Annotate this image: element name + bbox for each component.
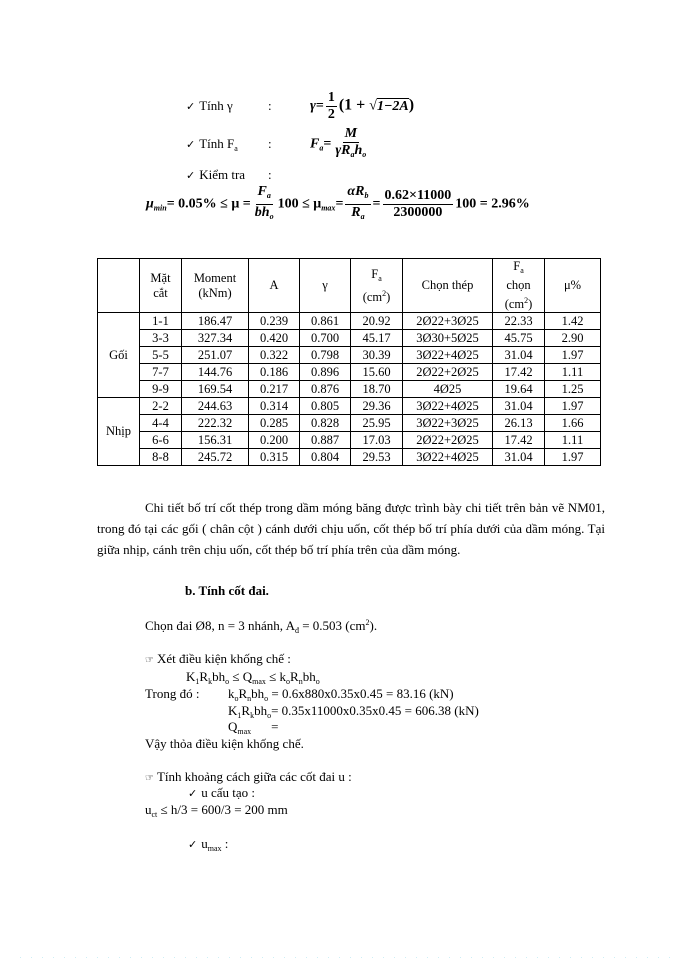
condition-line-1: $k_oR_nbh_o = 0.6x880x0.35x0.45 = 83.16$ (kN) bbox=[228, 686, 454, 703]
u-ct-label: ✓ u cấu tạo : bbox=[188, 785, 256, 800]
mu-formula: $\mu_{min}= 0.05\% \le \mu$ = $\frac{F_a}{bh_o}$ $100 \le \mu_{max}=$ $\frac{\alpha R_b}{R_a}$ = $\frac{0.62\times 11000}{2300000}$ 100 = 2.96% bbox=[146, 184, 530, 221]
check-kiemtra-row: ✓ Kiểm tra bbox=[186, 167, 246, 182]
check-gamma-colon: : bbox=[268, 98, 272, 113]
group-goi: Gối bbox=[98, 313, 140, 398]
where-label: Trong đó : bbox=[145, 686, 200, 701]
u-max-label: ✓ $u_{max}$ : bbox=[188, 836, 229, 853]
gamma-paren: (1 + bbox=[338, 96, 370, 114]
check-gamma-row bbox=[186, 98, 233, 114]
checkmark-icon: ✓ bbox=[186, 100, 196, 113]
table-row: 8-8 245.72 0.315 0.804 29.53 3Ø22+4Ø25 31.04 1.97 bbox=[98, 449, 601, 466]
table-row: Nhịp 2-2 244.63 0.314 0.805 29.36 3Ø22+4Ø25 31.04 1.97 bbox=[98, 398, 601, 415]
table-row: 7-7 144.76 0.186 0.896 15.60 2Ø22+2Ø25 17.42 1.11 bbox=[98, 364, 601, 381]
table-row: 4-4 222.32 0.285 0.828 25.95 3Ø22+3Ø25 26.13 1.66 bbox=[98, 415, 601, 432]
table-row: 9-9 169.54 0.217 0.876 18.70 4Ø25 19.64 1.25 bbox=[98, 381, 601, 398]
condition-title: ☞ Xét điều kiện khống chế : bbox=[145, 651, 291, 666]
detail-paragraph: Chi tiết bố trí cốt thép trong dầm móng băng được trình bày chi tiết trên bản vẽ NM01, trong đó tại các gối ( chân cột ) cánh dưới chịu uốn, cốt thép bố trí phía dưới của dầm móng. Tại giữa nhịp, cánh trên chịu uốn, cốt thép bố trí phía trên của dầm móng. bbox=[97, 500, 605, 557]
header-fa-chosen: $F_a$ chọn $(cm^2)$ bbox=[493, 259, 545, 313]
pointing-hand-icon: ☞ bbox=[145, 655, 154, 666]
stirrup-choice: Chọn đai Ø8, n = 3 nhánh, $A_đ = 0.503$ $(cm^2)$. bbox=[145, 618, 378, 635]
fa-formula: $F_a=$ $\frac{M}{\gamma R_ah_o}$ bbox=[310, 126, 370, 163]
header-A: A bbox=[249, 259, 300, 313]
check-kiemtra-colon: : bbox=[268, 167, 272, 182]
header-steel: Chọn thép bbox=[403, 259, 493, 313]
group-nhip: Nhịp bbox=[98, 398, 140, 466]
gamma-formula: γ= $\frac{1}{2}$ (1 + √1−2A) bbox=[310, 90, 415, 122]
equals-sign: = bbox=[315, 98, 324, 114]
page-bottom-dotted-line bbox=[20, 957, 670, 958]
checkmark-icon: ✓ bbox=[186, 138, 196, 151]
checkmark-icon: ✓ bbox=[186, 169, 196, 182]
header-group bbox=[98, 259, 140, 313]
table-header-row bbox=[98, 259, 601, 313]
table-row: 5-5 251.07 0.322 0.798 30.39 3Ø22+4Ø25 31.04 1.97 bbox=[98, 347, 601, 364]
condition-line-3: $Q_{max}$ = bbox=[228, 719, 279, 736]
fa-fraction: $\frac{M}{\gamma R_ah_o}$ bbox=[335, 126, 367, 159]
condition-line-2: $K_1R_kbh_o= 0.35x11000x0.35x0.45 = 606.38$ (kN) bbox=[228, 703, 479, 720]
header-gamma: γ bbox=[300, 259, 351, 313]
checkmark-icon: ✓ bbox=[188, 838, 198, 851]
reinforcement-table bbox=[97, 258, 601, 466]
sqrt-content: 1−2A bbox=[376, 98, 409, 114]
header-fa: $F_a$ $(cm^2)$ bbox=[351, 259, 403, 313]
condition-inequality: $K_1R_kbh_o \le Q_{max} \le k_oR_nbh_o$ bbox=[186, 669, 320, 686]
check-gamma-label: Tính γ bbox=[199, 98, 233, 113]
fraction-half: $\frac{1}{2}$ bbox=[327, 90, 335, 122]
check-fa-row: ✓ Tính $F_a$ bbox=[186, 136, 238, 153]
sqrt-sign: √ bbox=[369, 98, 377, 114]
spacing-title: ☞ Tính khoảng cách giữa các cốt đai u : bbox=[145, 769, 352, 784]
header-section: Mặt cắt bbox=[140, 259, 182, 313]
header-mu: μ% bbox=[545, 259, 601, 313]
header-moment: Moment (kNm) bbox=[182, 259, 249, 313]
table-row: Gối 1-1 186.47 0.239 0.861 20.92 2Ø22+3Ø25 22.33 1.42 bbox=[98, 313, 601, 330]
pointing-hand-icon: ☞ bbox=[145, 773, 154, 784]
table-row: 6-6 156.31 0.200 0.887 17.03 2Ø22+2Ø25 17.42 1.11 bbox=[98, 432, 601, 449]
condition-conclusion: Vậy thỏa điều kiện khống chế. bbox=[145, 736, 304, 751]
table-row: 3-3 327.34 0.420 0.700 45.17 3Ø30+5Ø25 45.75 2.90 bbox=[98, 330, 601, 347]
u-ct-formula: $u_{ct} \le h/3 = 600/3 = 200$ mm bbox=[145, 802, 288, 819]
equals-sign: = bbox=[323, 136, 332, 152]
checkmark-icon: ✓ bbox=[188, 787, 198, 800]
check-fa-colon: : bbox=[268, 136, 272, 151]
section-b-heading: b. Tính cốt đai. bbox=[185, 583, 269, 598]
